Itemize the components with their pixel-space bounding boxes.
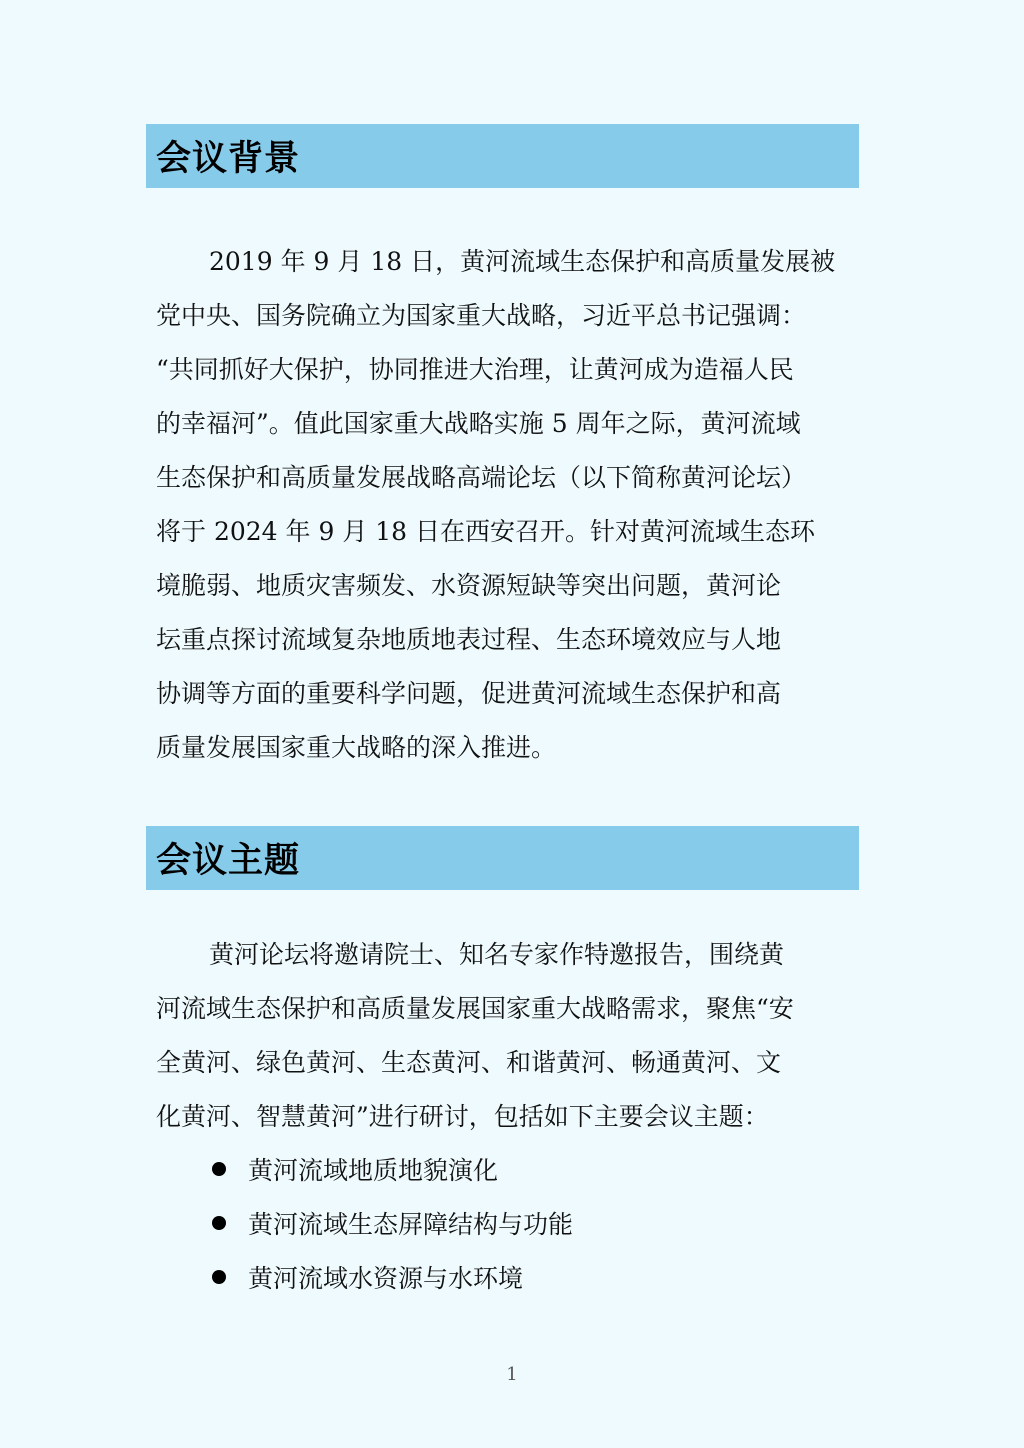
theme-paragraph bbox=[156, 928, 896, 1144]
paragraph-line: 将于 2024 年 9 月 18 日在西安召开。针对黄河流域生态环 bbox=[156, 517, 816, 546]
paragraph-line: 的幸福河”。值此国家重大战略实施 5 周年之际，黄河流域 bbox=[156, 409, 801, 438]
topic-label: 黄河流域生态屏障结构与功能 bbox=[248, 1210, 574, 1239]
section-header-background bbox=[146, 124, 859, 188]
list-item bbox=[212, 1196, 573, 1250]
bullet-icon bbox=[212, 1162, 226, 1176]
page-number: 1 bbox=[506, 1364, 518, 1385]
background-paragraph bbox=[156, 235, 896, 775]
paragraph-line: “共同抓好大保护，协同推进大治理，让黄河成为造福人民 bbox=[156, 355, 794, 384]
paragraph-line: 质量发展国家重大战略的深入推进。 bbox=[156, 733, 557, 762]
section-title-background: 会议背景 bbox=[156, 139, 301, 179]
paragraph-line: 2019 年 9 月 18 日，黄河流域生态保护和高质量发展被 bbox=[209, 247, 836, 276]
topic-label: 黄河流域地质地貌演化 bbox=[248, 1156, 499, 1185]
topic-label: 黄河流域水资源与水环境 bbox=[248, 1264, 524, 1293]
paragraph-line: 党中央、国务院确立为国家重大战略，习近平总书记强调： bbox=[156, 301, 807, 330]
paragraph-line: 化黄河、智慧黄河”进行研讨，包括如下主要会议主题： bbox=[156, 1102, 769, 1131]
paragraph-line: 全黄河、绿色黄河、生态黄河、和谐黄河、畅通黄河、文 bbox=[156, 1048, 782, 1077]
list-item bbox=[212, 1142, 573, 1196]
bullet-icon bbox=[212, 1270, 226, 1284]
paragraph-line: 河流域生态保护和高质量发展国家重大战略需求，聚焦“安 bbox=[156, 994, 794, 1023]
topic-list bbox=[212, 1142, 573, 1304]
paragraph-line: 坛重点探讨流域复杂地质地表过程、生态环境效应与人地 bbox=[156, 625, 782, 654]
section-header-theme bbox=[146, 826, 859, 890]
paragraph-line: 黄河论坛将邀请院士、知名专家作特邀报告，围绕黄 bbox=[209, 940, 785, 969]
paragraph-line: 生态保护和高质量发展战略高端论坛（以下简称黄河论坛） bbox=[156, 463, 807, 492]
bullet-icon bbox=[212, 1216, 226, 1230]
list-item bbox=[212, 1250, 573, 1304]
section-title-theme: 会议主题 bbox=[156, 841, 301, 881]
paragraph-line: 协调等方面的重要科学问题，促进黄河流域生态保护和高 bbox=[156, 679, 782, 708]
paragraph-line: 境脆弱、地质灾害频发、水资源短缺等突出问题，黄河论 bbox=[156, 571, 782, 600]
